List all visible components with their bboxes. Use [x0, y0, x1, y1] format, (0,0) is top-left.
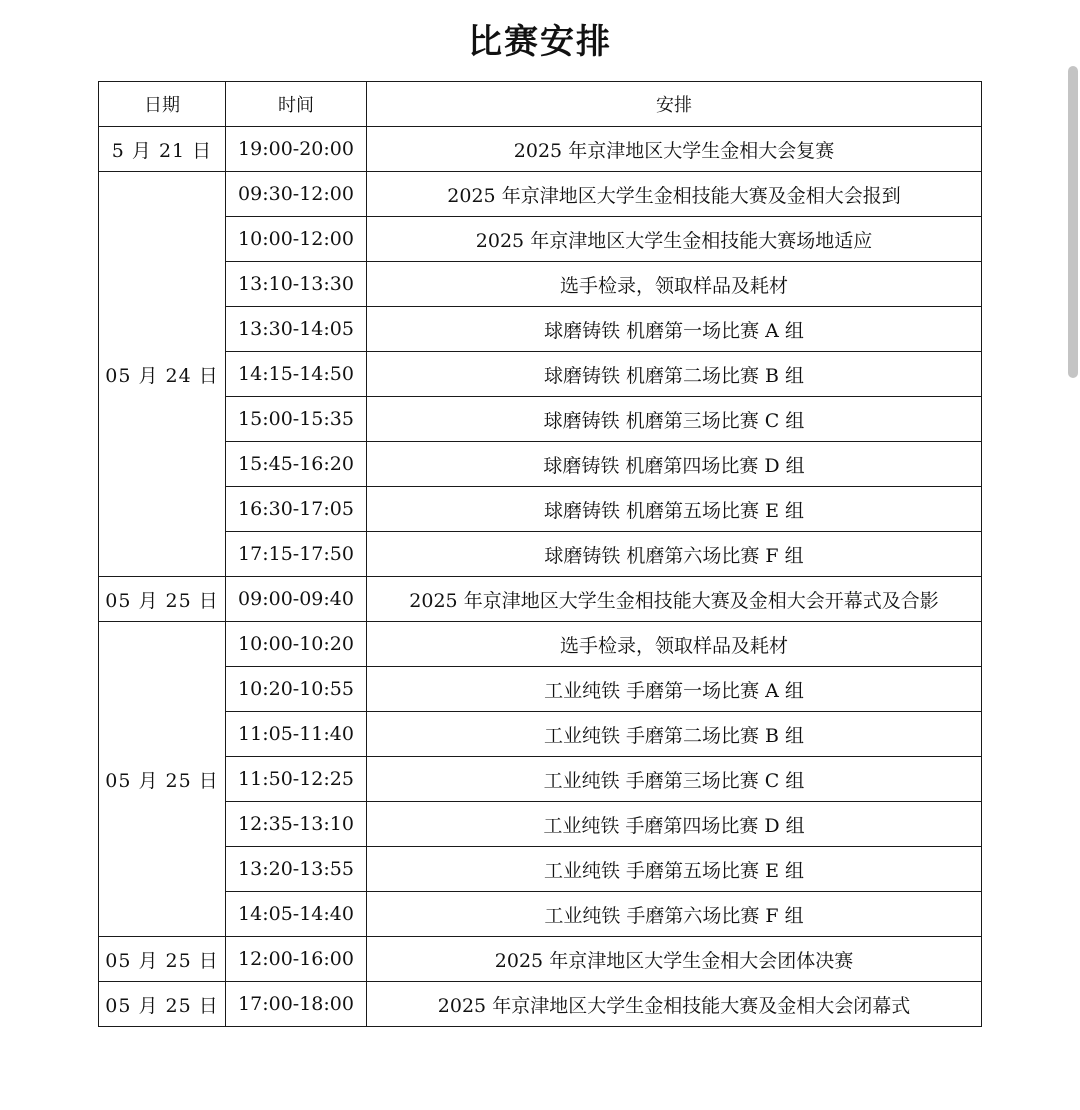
- event-cell: 工业纯铁 手磨第三场比赛 C 组: [367, 757, 982, 802]
- header-event: 安排: [367, 82, 982, 127]
- table-row: [99, 532, 982, 577]
- event-cell: 2025 年京津地区大学生金相技能大赛及金相大会闭幕式: [367, 982, 982, 1027]
- table-row: [99, 172, 982, 217]
- event-cell: 选手检录，领取样品及耗材: [367, 262, 982, 307]
- table-row: [99, 352, 982, 397]
- time-cell: 09:30-12:00: [226, 172, 367, 217]
- header-date: 日期: [99, 82, 226, 127]
- vertical-scrollbar[interactable]: [1064, 30, 1080, 360]
- time-cell: 12:00-16:00: [226, 937, 367, 982]
- time-cell: 17:15-17:50: [226, 532, 367, 577]
- event-cell: 球磨铸铁 机磨第二场比赛 B 组: [367, 352, 982, 397]
- date-cell: 05 月 25 日: [99, 577, 226, 622]
- table-row: [99, 847, 982, 892]
- event-cell: 球磨铸铁 机磨第一场比赛 A 组: [367, 307, 982, 352]
- scrollbar-thumb[interactable]: [1068, 66, 1078, 378]
- table-row: [99, 757, 982, 802]
- event-cell: 2025 年京津地区大学生金相大会复赛: [367, 127, 982, 172]
- event-cell: 球磨铸铁 机磨第五场比赛 E 组: [367, 487, 982, 532]
- table-row: [99, 577, 982, 622]
- time-cell: 14:15-14:50: [226, 352, 367, 397]
- table-row: [99, 622, 982, 667]
- table-row: [99, 307, 982, 352]
- table-row: [99, 982, 982, 1027]
- header-time: 时间: [226, 82, 367, 127]
- table-row: [99, 667, 982, 712]
- event-cell: 工业纯铁 手磨第四场比赛 D 组: [367, 802, 982, 847]
- table-row: [99, 712, 982, 757]
- table-row: [99, 442, 982, 487]
- page-title: 比赛安排: [468, 22, 612, 62]
- time-cell: 14:05-14:40: [226, 892, 367, 937]
- table-row: [99, 217, 982, 262]
- event-cell: 2025 年京津地区大学生金相技能大赛及金相大会报到: [367, 172, 982, 217]
- event-cell: 工业纯铁 手磨第六场比赛 F 组: [367, 892, 982, 937]
- table-row: [99, 487, 982, 532]
- event-cell: 工业纯铁 手磨第二场比赛 B 组: [367, 712, 982, 757]
- date-cell: 05 月 25 日: [99, 937, 226, 982]
- event-cell: 球磨铸铁 机磨第三场比赛 C 组: [367, 397, 982, 442]
- table-row: [99, 262, 982, 307]
- time-cell: 10:20-10:55: [226, 667, 367, 712]
- event-cell: 2025 年京津地区大学生金相技能大赛场地适应: [367, 217, 982, 262]
- event-cell: 球磨铸铁 机磨第四场比赛 D 组: [367, 442, 982, 487]
- time-cell: 15:00-15:35: [226, 397, 367, 442]
- time-cell: 10:00-10:20: [226, 622, 367, 667]
- table-row: [99, 397, 982, 442]
- table-row: [99, 127, 982, 172]
- event-cell: 2025 年京津地区大学生金相大会团体决赛: [367, 937, 982, 982]
- date-cell: 05 月 25 日: [99, 982, 226, 1027]
- schedule-body: [99, 127, 982, 1027]
- time-cell: 11:05-11:40: [226, 712, 367, 757]
- table-row: [99, 937, 982, 982]
- time-cell: 10:00-12:00: [226, 217, 367, 262]
- time-cell: 15:45-16:20: [226, 442, 367, 487]
- date-cell: 05 月 25 日: [99, 622, 226, 937]
- table-header-row: [99, 82, 982, 127]
- event-cell: 选手检录，领取样品及耗材: [367, 622, 982, 667]
- event-cell: 2025 年京津地区大学生金相技能大赛及金相大会开幕式及合影: [367, 577, 982, 622]
- table-row: [99, 892, 982, 937]
- date-cell: 5 月 21 日: [99, 127, 226, 172]
- time-cell: 13:30-14:05: [226, 307, 367, 352]
- time-cell: 13:20-13:55: [226, 847, 367, 892]
- time-cell: 16:30-17:05: [226, 487, 367, 532]
- time-cell: 17:00-18:00: [226, 982, 367, 1027]
- time-cell: 12:35-13:10: [226, 802, 367, 847]
- event-cell: 工业纯铁 手磨第五场比赛 E 组: [367, 847, 982, 892]
- table-row: [99, 802, 982, 847]
- event-cell: 球磨铸铁 机磨第六场比赛 F 组: [367, 532, 982, 577]
- time-cell: 19:00-20:00: [226, 127, 367, 172]
- schedule-table: [98, 81, 982, 1027]
- date-cell: 05 月 24 日: [99, 172, 226, 577]
- time-cell: 11:50-12:25: [226, 757, 367, 802]
- time-cell: 13:10-13:30: [226, 262, 367, 307]
- event-cell: 工业纯铁 手磨第一场比赛 A 组: [367, 667, 982, 712]
- time-cell: 09:00-09:40: [226, 577, 367, 622]
